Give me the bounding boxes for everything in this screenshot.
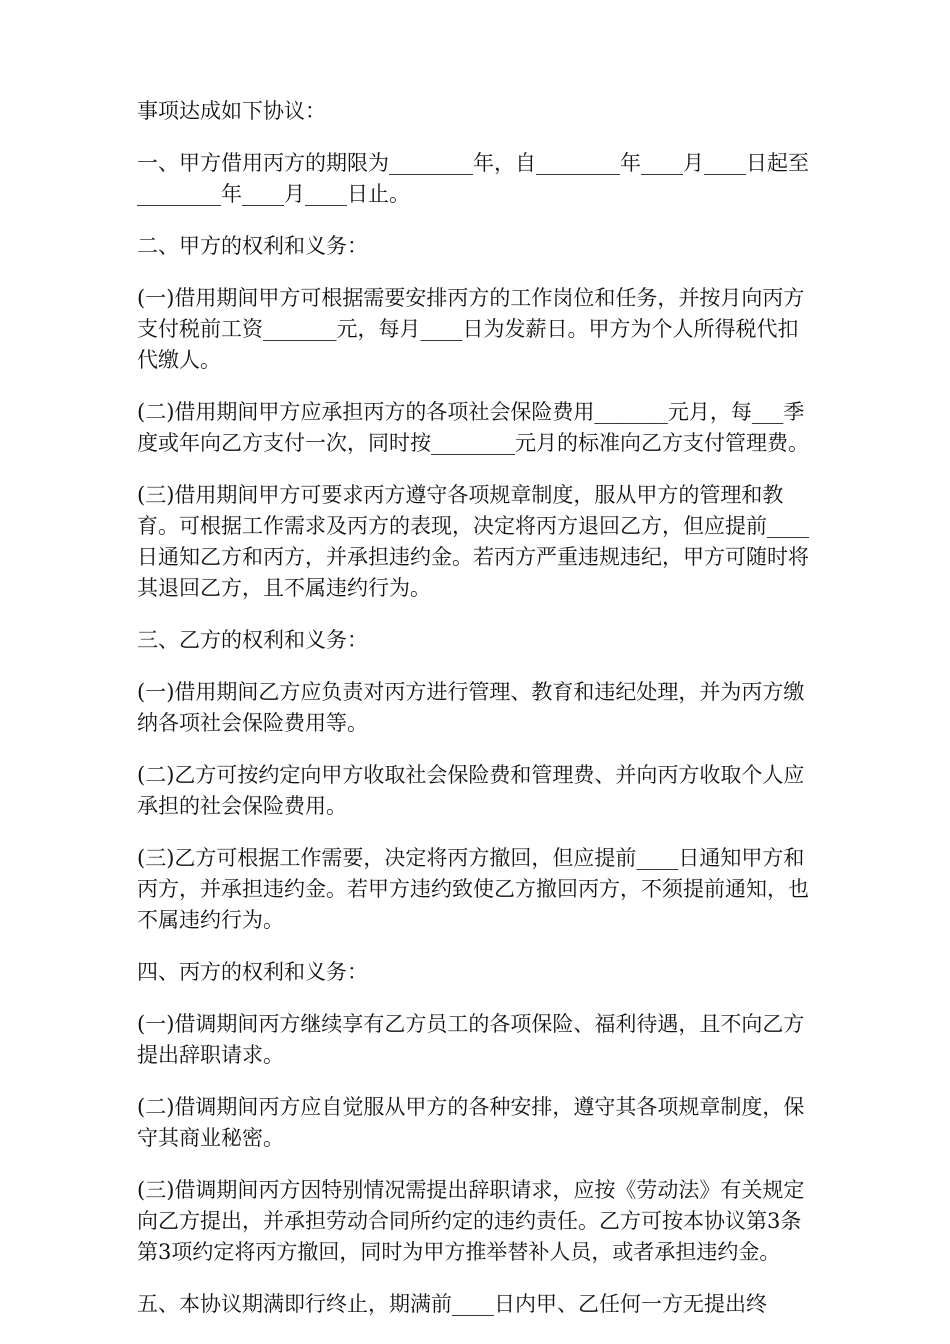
clause-1-term: 一、甲方借用丙方的期限为________年，自________年____月____日起至________年____月____日止。	[137, 151, 809, 206]
intro-line: 事项达成如下协议：	[137, 99, 326, 123]
clause-3-3: (三)乙方可根据工作需要，决定将丙方撤回，但应提前____日通知甲方和丙方，并承担违约金。若甲方违约致使乙方撤回丙方，不须提前通知，也不属违约行为。	[137, 846, 809, 932]
section-3-heading: 三、乙方的权利和义务：	[137, 628, 368, 652]
clause-5: 五、本协议期满即行终止，期满前____日内甲、乙任何一方无提出终	[137, 1292, 767, 1316]
document-body	[137, 96, 817, 1341]
clause-2-3: (三)借用期间甲方可要求丙方遵守各项规章制度，服从甲方的管理和教育。可根据工作需求及丙方的表现，决定将丙方退回乙方，但应提前____日通知乙方和丙方，并承担违约金。若丙方严重违规违纪，甲方可随时将其退回乙方，且不属违约行为。	[137, 483, 809, 600]
clause-3-1: (一)借用期间乙方应负责对丙方进行管理、教育和违纪处理，并为丙方缴纳各项社会保险费用等。	[137, 680, 805, 735]
clause-2-1: (一)借用期间甲方可根据需要安排丙方的工作岗位和任务，并按月向丙方支付税前工资_______元，每月____日为发薪日。甲方为个人所得税代扣代缴人。	[137, 286, 805, 372]
clause-3-2: (二)乙方可按约定向甲方收取社会保险费和管理费、并向丙方收取个人应承担的社会保险费用。	[137, 763, 805, 818]
clause-4-2: (二)借调期间丙方应自觉服从甲方的各种安排，遵守其各项规章制度，保守其商业秘密。	[137, 1095, 805, 1150]
clause-2-2: (二)借用期间甲方应承担丙方的各项社会保险费用_______元月，每___季度或年向乙方支付一次，同时按________元月的标准向乙方支付管理费。	[137, 400, 809, 455]
clause-4-3: (三)借调期间丙方因特别情况需提出辞职请求，应按《劳动法》有关规定向乙方提出，并承担劳动合同所约定的违约责任。乙方可按本协议第3条第3项约定将丙方撤回，同时为甲方推举替补人员，或者承担违约金。	[137, 1178, 805, 1264]
section-4-heading: 四、丙方的权利和义务：	[137, 960, 368, 984]
section-2-heading: 二、甲方的权利和义务：	[137, 234, 368, 258]
clause-4-1: (一)借调期间丙方继续享有乙方员工的各项保险、福利待遇，且不向乙方提出辞职请求。	[137, 1012, 805, 1067]
